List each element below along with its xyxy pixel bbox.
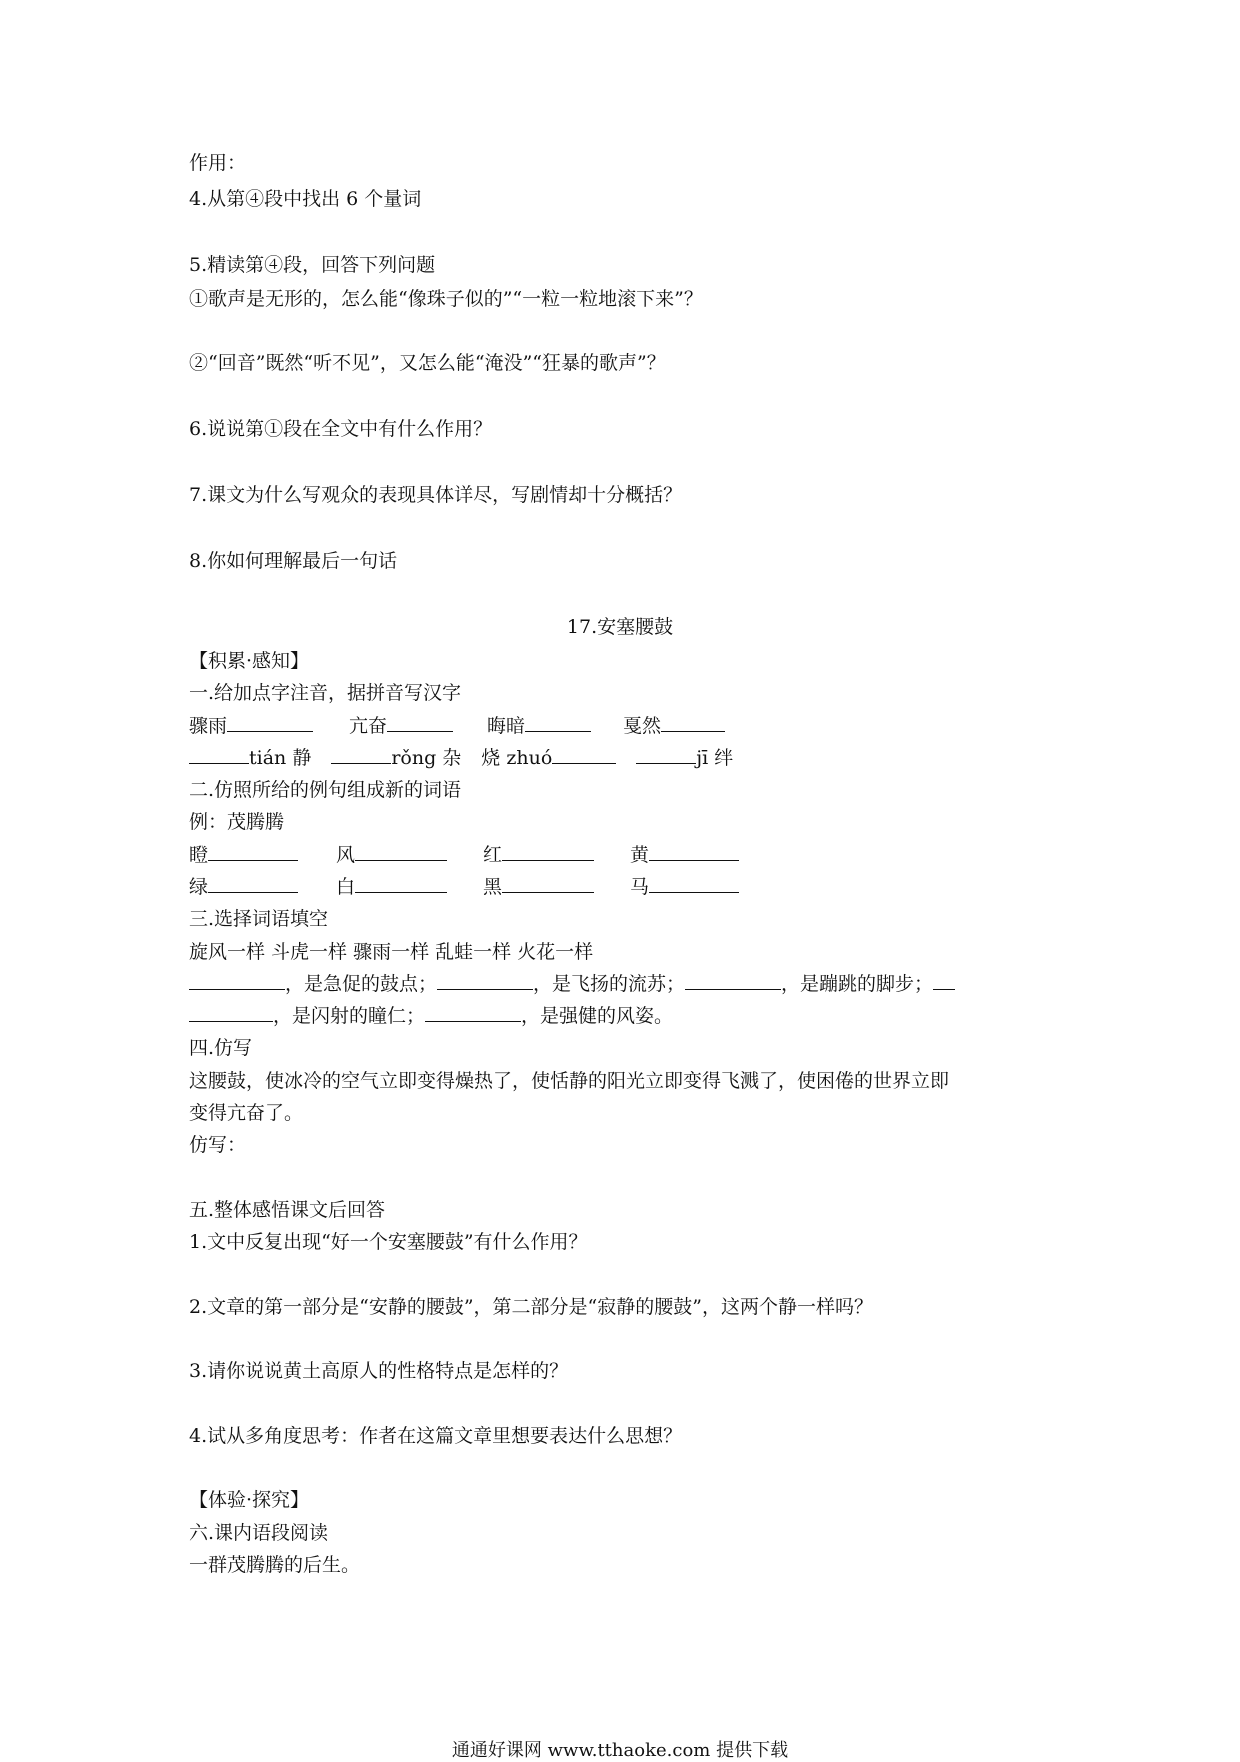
- question-6: 6.说说第①段在全文中有什么作用？: [189, 418, 493, 440]
- words-row-2: [189, 874, 739, 900]
- pinyin-item: rǒng 杂: [391, 747, 462, 769]
- text-line: 作用：: [189, 152, 247, 174]
- pinyin-item: 骤雨: [189, 715, 228, 737]
- answer-blank[interactable]: [189, 971, 285, 990]
- answer-blank[interactable]: [649, 842, 739, 861]
- word-item: 风: [336, 844, 356, 866]
- answer-blank[interactable]: [552, 745, 616, 764]
- exercise-3-heading: 三.选择词语填空: [189, 908, 329, 930]
- question-5-2: ②“回音”既然“听不见”，又怎么能“淹没”“狂暴的歌声”？: [189, 352, 666, 374]
- exercise-4-text-line-1: 这腰鼓，使冰冷的空气立即变得燥热了，使恬静的阳光立即变得飞溅了，使困倦的世界立即: [189, 1070, 950, 1092]
- word-item: 黄: [630, 844, 650, 866]
- pinyin-item: jī 绊: [696, 747, 734, 769]
- pinyin-item: 烧 zhuó: [481, 747, 553, 769]
- answer-blank[interactable]: [189, 1003, 273, 1022]
- answer-blank[interactable]: [208, 842, 298, 861]
- answer-blank[interactable]: [355, 874, 447, 893]
- exercise-2-heading: 二.仿照所给的例句组成新的词语: [189, 779, 462, 801]
- exercise-6-text: 一群茂腾腾的后生。: [189, 1554, 361, 1576]
- exercise-3-fill-line-1: [189, 971, 955, 997]
- word-item: 红: [483, 844, 503, 866]
- pinyin-item: tián 静: [249, 747, 312, 769]
- exercise-4-imitate-label: 仿写：: [189, 1134, 247, 1156]
- answer-blank[interactable]: [685, 971, 781, 990]
- answer-blank[interactable]: [227, 713, 313, 732]
- word-item: 白: [336, 876, 356, 898]
- exercise-3-options: 旋风一样 斗虎一样 骤雨一样 乱蛙一样 火花一样: [189, 941, 594, 963]
- pinyin-row-2: [189, 745, 733, 771]
- fill-sentence: ，是闪射的瞳仁；: [273, 1005, 426, 1027]
- question-4: 4.从第④段中找出 6 个量词: [189, 188, 422, 210]
- pinyin-item: 亢奋: [349, 715, 388, 737]
- word-item: 黑: [483, 876, 503, 898]
- answer-blank[interactable]: [355, 842, 447, 861]
- fill-sentence: ，是强健的风姿。: [521, 1005, 674, 1027]
- section-heading-tiyan: 【体验·探究】: [189, 1489, 310, 1511]
- question-5-1: ①歌声是无形的，怎么能“像珠子似的”“一粒一粒地滚下来”？: [189, 288, 703, 310]
- exercise-4-heading: 四.仿写: [189, 1037, 253, 1059]
- exercise-2-example: 例：茂腾腾: [189, 811, 285, 833]
- section-heading-jilei: 【积累·感知】: [189, 650, 310, 672]
- exercise-3-fill-line-2: [189, 1003, 673, 1029]
- answer-blank[interactable]: [649, 874, 739, 893]
- exercise-5-q4: 4.试从多角度思考：作者在这篇文章里想要表达什么思想？: [189, 1425, 683, 1447]
- lesson-title: 17.安塞腰鼓: [566, 616, 674, 638]
- answer-blank[interactable]: [502, 874, 594, 893]
- question-7: 7.课文为什么写观众的表现具体详尽，写剧情却十分概括？: [189, 484, 683, 506]
- answer-blank[interactable]: [425, 1003, 521, 1022]
- exercise-6-heading: 六.课内语段阅读: [189, 1522, 329, 1544]
- answer-blank[interactable]: [525, 713, 591, 732]
- question-8: 8.你如何理解最后一句话: [189, 550, 398, 572]
- pinyin-row-1: [189, 713, 725, 739]
- answer-blank[interactable]: [331, 745, 391, 764]
- answer-blank[interactable]: [933, 971, 955, 990]
- exercise-4-text-line-2: 变得亢奋了。: [189, 1102, 304, 1124]
- words-row-1: [189, 842, 739, 868]
- answer-blank[interactable]: [661, 713, 725, 732]
- answer-blank[interactable]: [387, 713, 453, 732]
- exercise-5-q3: 3.请你说说黄土高原人的性格特点是怎样的？: [189, 1360, 569, 1382]
- word-item: 马: [630, 876, 650, 898]
- word-item: 绿: [189, 876, 209, 898]
- exercise-5-q2: 2.文章的第一部分是“安静的腰鼓”，第二部分是“寂静的腰鼓”，这两个静一样吗？: [189, 1296, 873, 1318]
- exercise-5-q1: 1.文中反复出现“好一个安塞腰鼓”有什么作用？: [189, 1231, 588, 1253]
- answer-blank[interactable]: [502, 842, 594, 861]
- exercise-5-heading: 五.整体感悟课文后回答: [189, 1199, 386, 1221]
- pinyin-item: 戛然: [623, 715, 662, 737]
- fill-sentence: ，是蹦跳的脚步；: [781, 973, 934, 995]
- fill-sentence: ，是飞扬的流苏；: [533, 973, 686, 995]
- answer-blank[interactable]: [208, 874, 298, 893]
- fill-sentence: ，是急促的鼓点；: [285, 973, 438, 995]
- answer-blank[interactable]: [189, 745, 249, 764]
- question-5: 5.精读第④段，回答下列问题: [189, 254, 436, 276]
- page-footer: 通通好课网 www.tthaoke.com 提供下载: [451, 1740, 789, 1761]
- exercise-1-heading: 一.给加点字注音，据拼音写汉字: [189, 682, 462, 704]
- word-item: 瞪: [189, 844, 209, 866]
- answer-blank[interactable]: [437, 971, 533, 990]
- pinyin-item: 晦暗: [487, 715, 526, 737]
- answer-blank[interactable]: [636, 745, 696, 764]
